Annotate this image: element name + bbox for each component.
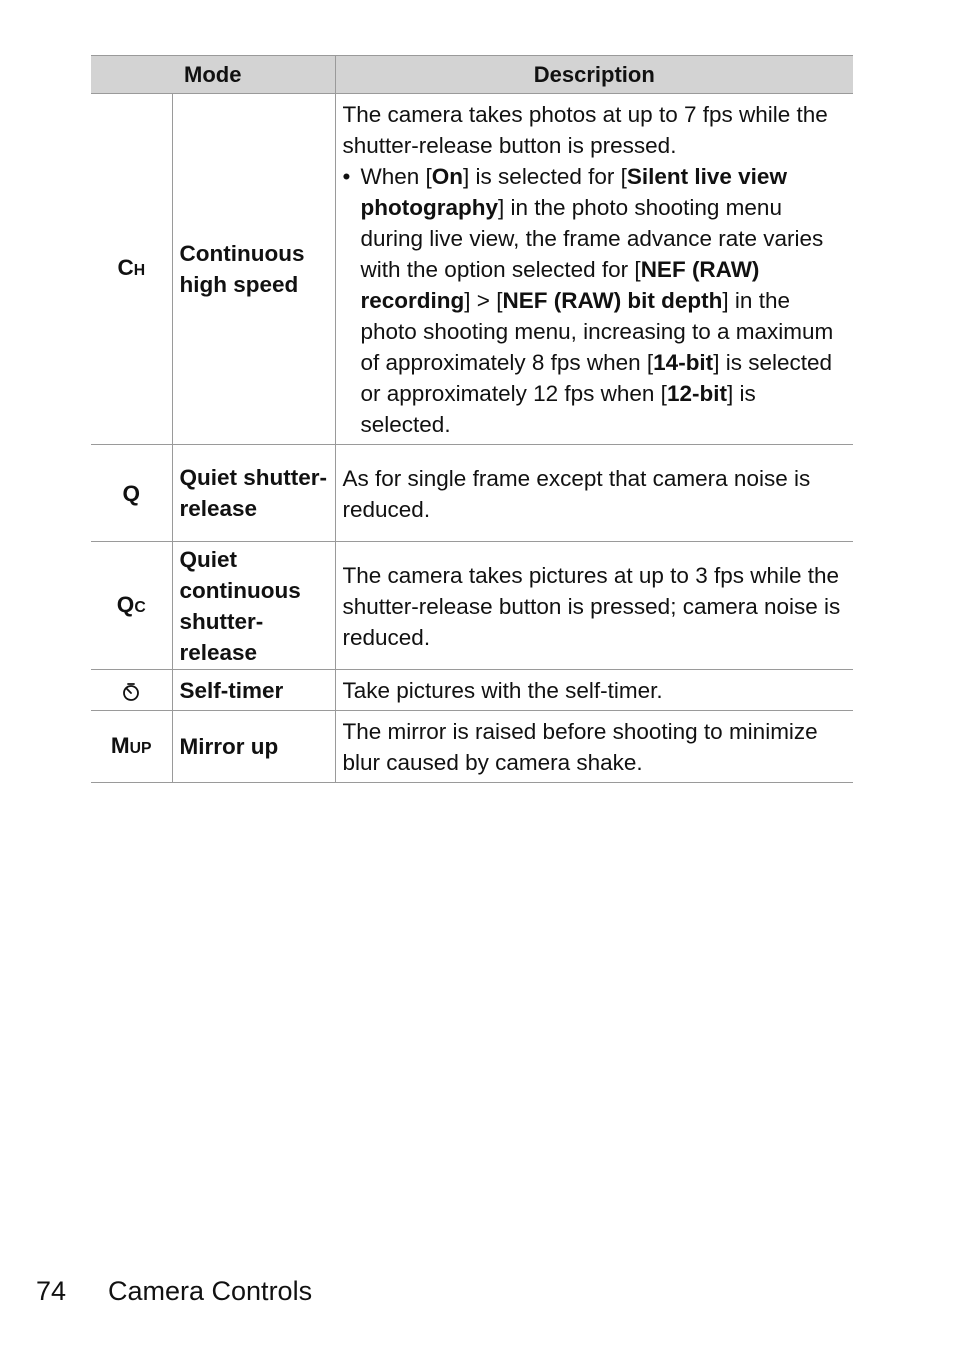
text-segment: ] is selected for [ xyxy=(463,164,627,189)
mode-description: The camera takes pictures at up to 3 fps while the shutter-release button is pressed; camera noise is reduced. xyxy=(335,542,853,670)
mode-name: Quiet shutter-release xyxy=(172,445,335,542)
table-row-quiet xyxy=(91,445,853,542)
table-row-quiet-continuous xyxy=(91,542,853,670)
menu-option-14-bit: 14-bit xyxy=(653,350,714,375)
mode-symbol-main: M xyxy=(110,732,130,758)
menu-item-silent-live-view: Silent live view photography xyxy=(360,164,787,220)
text-segment: When [ xyxy=(360,164,432,189)
table-row-self-timer xyxy=(91,670,853,711)
mode-name: Continuous high speed xyxy=(172,94,335,445)
description-column-header: Description xyxy=(335,56,853,94)
mode-symbol xyxy=(91,711,172,783)
menu-option-on: On xyxy=(431,164,464,189)
mode-symbol-main: C xyxy=(117,255,134,280)
text-segment: ] in the photo shooting menu, increasing to a maximum of approximately 8 fps when [ xyxy=(360,288,834,375)
mode-symbol-main: Q xyxy=(116,591,135,617)
mode-symbol-sub: C xyxy=(134,598,146,616)
text-segment: ] > [ xyxy=(464,288,503,313)
mode-description xyxy=(335,94,853,445)
table-row-continuous-high xyxy=(91,94,853,445)
mode-symbol: Q xyxy=(91,445,172,542)
mode-description: The mirror is raised before shooting to minimize blur caused by camera shake. xyxy=(335,711,853,783)
menu-option-12-bit: 12-bit xyxy=(666,381,727,406)
mode-name: Self-timer xyxy=(172,670,335,711)
description-bullet xyxy=(343,161,846,440)
mode-name: Quiet continuous shutter-release xyxy=(172,542,335,670)
description-bullet-list xyxy=(343,161,846,440)
section-title: Camera Controls xyxy=(108,1276,313,1306)
mode-symbol xyxy=(91,94,172,445)
mode-symbol xyxy=(91,542,172,670)
text-segment: ] is selected or approximately 12 fps when [ xyxy=(360,350,832,406)
text-segment: ] is selected. xyxy=(360,381,756,437)
text-segment: ] in the photo shooting menu during live view, the frame advance rate varies with the option selected for [ xyxy=(360,195,824,282)
mode-description: As for single frame except that camera noise is reduced. xyxy=(335,445,853,542)
mode-description: Take pictures with the self-timer. xyxy=(335,670,853,711)
mode-symbol-sub: H xyxy=(133,262,146,279)
mode-column-header: Mode xyxy=(91,56,335,94)
mode-symbol xyxy=(91,670,172,711)
mode-name: Mirror up xyxy=(172,711,335,783)
release-mode-table xyxy=(91,55,853,783)
mode-symbol-sub: UP xyxy=(129,739,152,757)
description-intro: The camera takes photos at up to 7 fps while the shutter-release button is pressed. xyxy=(342,102,828,158)
self-timer-icon xyxy=(121,682,141,702)
menu-item-nef-raw-recording: NEF (RAW) recording xyxy=(360,257,760,313)
page-number: 74 xyxy=(36,1276,67,1306)
menu-item-nef-raw-bit-depth: NEF (RAW) bit depth xyxy=(502,288,723,313)
table-row-mirror-up xyxy=(91,711,853,783)
table-header-row xyxy=(91,56,853,94)
